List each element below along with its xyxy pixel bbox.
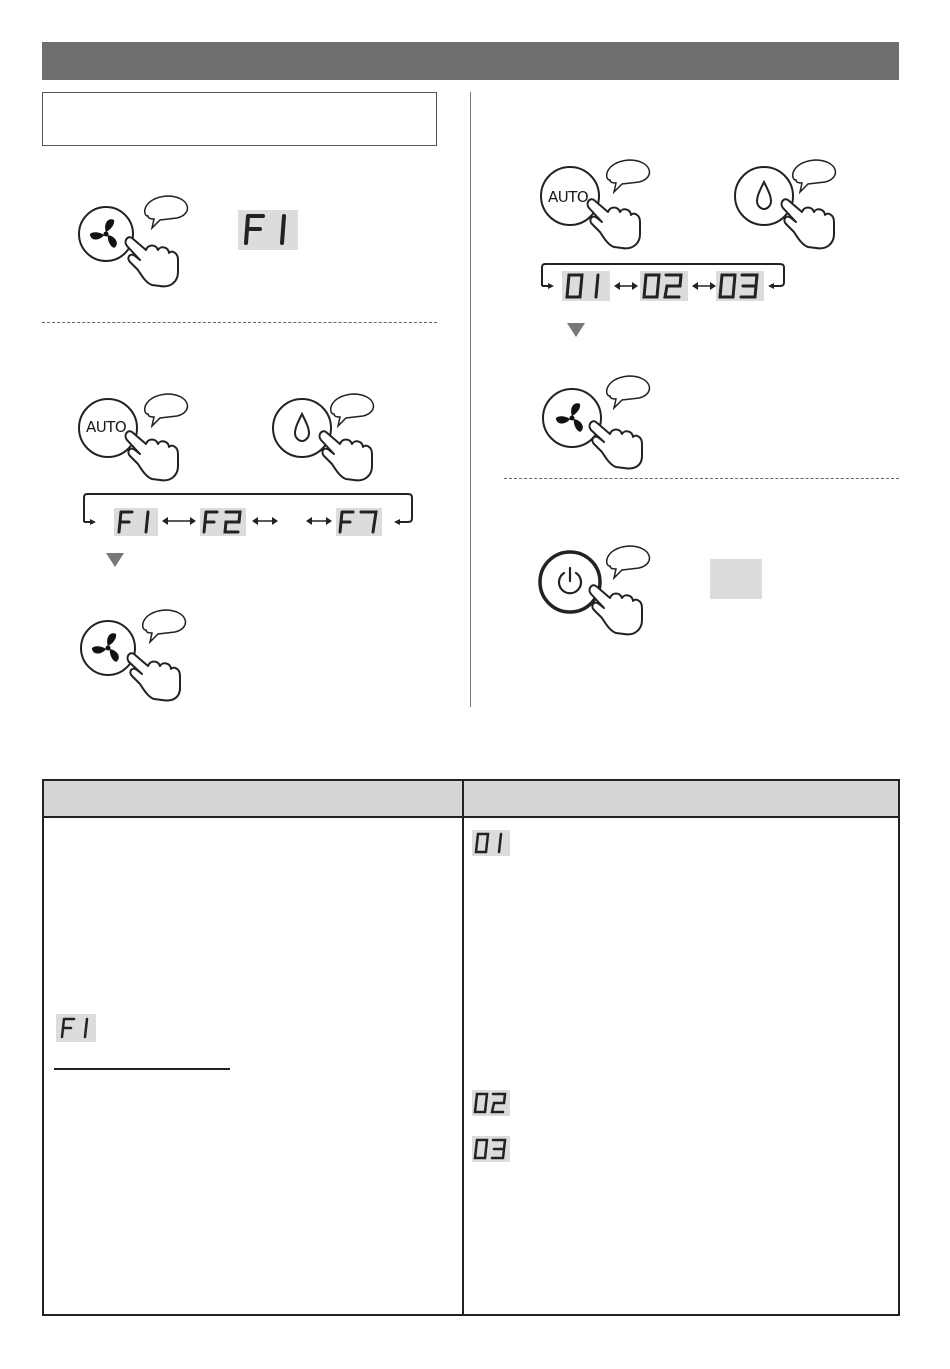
table-header-left xyxy=(43,780,463,817)
lcd-01 xyxy=(562,271,610,301)
lcd-f1-initial xyxy=(238,210,298,250)
fan-icon xyxy=(81,621,135,675)
lcd-digits xyxy=(238,210,298,250)
speech-bubble-icon xyxy=(143,610,186,642)
drop-button-press-right xyxy=(730,158,860,258)
speech-bubble-icon xyxy=(331,394,374,426)
auto-label: AUTO xyxy=(86,418,127,436)
pointing-hand-icon xyxy=(128,653,180,700)
double-arrow-icon xyxy=(690,279,718,293)
lcd-02 xyxy=(640,271,688,301)
lcd-03 xyxy=(716,271,764,301)
lcd-f2 xyxy=(200,508,246,536)
double-arrow-icon xyxy=(250,514,280,528)
fan-button-press-2 xyxy=(72,602,202,702)
table-lcd-02 xyxy=(472,1090,510,1116)
fan-button-press-3 xyxy=(536,372,666,472)
pointing-hand-icon xyxy=(126,431,178,480)
auto-label-right: AUTO xyxy=(548,188,589,206)
pointing-hand-icon xyxy=(590,421,642,468)
table-lcd-03 xyxy=(472,1136,510,1162)
table-cell-left xyxy=(43,817,463,1315)
double-arrow-icon xyxy=(160,514,198,528)
table-cell-right xyxy=(463,817,899,1315)
fan-button-press-1 xyxy=(72,188,202,288)
fan-icon xyxy=(79,207,133,261)
drop-button-press-left xyxy=(268,392,398,492)
pointing-hand-icon xyxy=(320,431,372,480)
dashed-separator-left xyxy=(42,322,437,323)
pointing-hand-icon xyxy=(782,199,834,248)
double-arrow-icon xyxy=(304,514,334,528)
pointing-hand-icon xyxy=(590,585,642,634)
speech-bubble-icon xyxy=(607,376,650,408)
lcd-f7 xyxy=(336,508,382,536)
underline-rule xyxy=(54,1068,230,1070)
settings-table xyxy=(42,779,900,1316)
section-header-bar xyxy=(42,42,899,80)
table-lcd-f1 xyxy=(56,1014,96,1042)
down-triangle-icon xyxy=(566,322,586,338)
pointing-hand-icon xyxy=(588,199,640,248)
auto-button-press-right xyxy=(536,158,666,258)
dashed-separator-right xyxy=(504,478,899,479)
auto-button-press-left xyxy=(72,392,202,492)
power-button-press xyxy=(534,540,664,640)
speech-bubble-icon xyxy=(793,160,836,192)
down-triangle-icon xyxy=(105,552,125,568)
lcd-text: F1 xyxy=(238,210,240,211)
speech-bubble-icon xyxy=(145,196,188,228)
column-divider xyxy=(470,92,471,707)
speech-bubble-icon xyxy=(607,546,650,578)
lcd-f1 xyxy=(114,508,158,536)
lcd-blank xyxy=(710,559,762,599)
table-lcd-01 xyxy=(472,830,510,856)
table-header-right xyxy=(463,780,899,817)
speech-bubble-icon xyxy=(145,394,188,426)
note-box xyxy=(42,92,437,146)
double-arrow-icon xyxy=(612,279,640,293)
pointing-hand-icon xyxy=(126,237,178,286)
speech-bubble-icon xyxy=(607,160,650,192)
